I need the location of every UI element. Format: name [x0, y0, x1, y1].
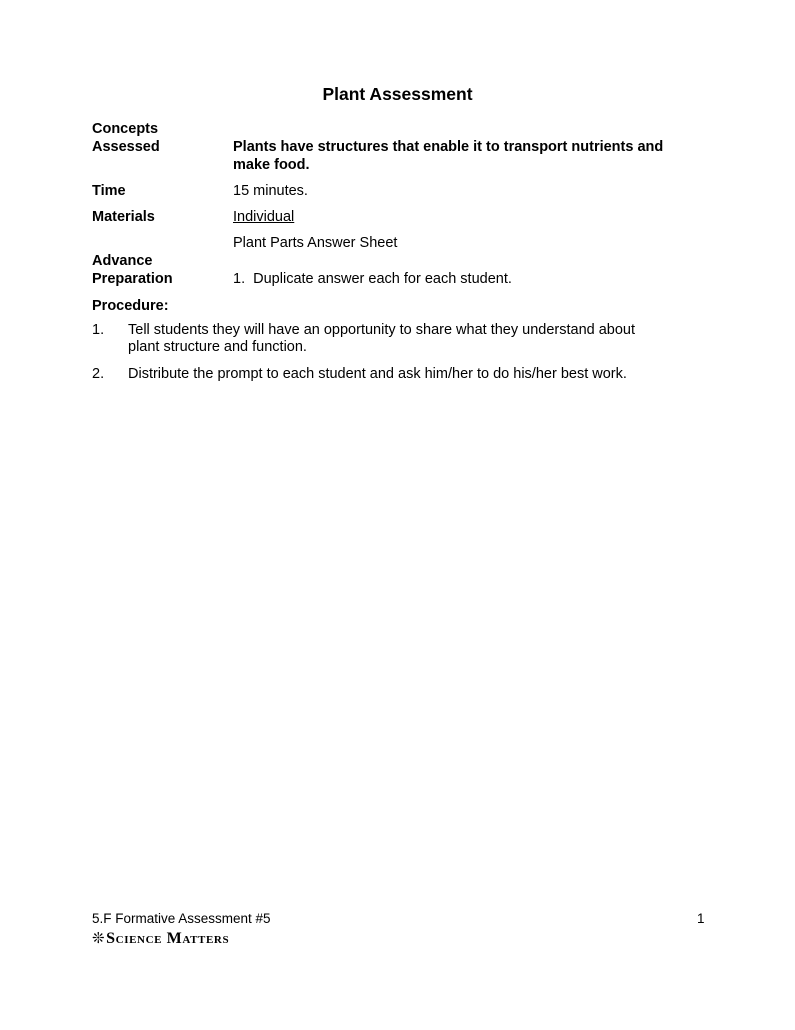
time-value: 15 minutes. — [233, 183, 308, 199]
concepts-value-line1: Plants have structures that enable it to transport nutrients and — [233, 139, 664, 155]
materials-item: Plant Parts Answer Sheet — [233, 235, 398, 251]
procedure-item — [92, 322, 712, 356]
time-label: Time — [92, 183, 126, 199]
brand-name: Science Matters — [106, 930, 230, 947]
procedure-item-number: 2. — [92, 366, 105, 382]
footer-document-id: 5.F Formative Assessment #5 — [92, 911, 271, 926]
concepts-label-line1: Concepts — [92, 121, 159, 137]
page-number: 1 — [697, 911, 705, 926]
advance-label-line2: Preparation — [92, 271, 173, 287]
concepts-value-line2: make food. — [233, 157, 310, 173]
materials-label: Materials — [92, 209, 155, 225]
procedure-item-text-line1: Distribute the prompt to each student and ask him/her to do his/her best work. — [128, 366, 627, 382]
advance-label-line1: Advance — [92, 253, 153, 269]
procedure-heading: Procedure: — [92, 298, 169, 314]
procedure-item — [92, 366, 712, 383]
page-title: Plant Assessment — [322, 84, 473, 104]
procedure-item-number: 1. — [92, 322, 105, 338]
brand-logo — [92, 929, 229, 948]
materials-heading: Individual — [233, 209, 295, 225]
advance-value: 1. Duplicate answer each for each student. — [233, 271, 512, 287]
procedure-item-text-line1: Tell students they will have an opportunity to share what they understand about — [128, 322, 636, 338]
asterisk-flower-icon: ❊ — [92, 931, 106, 947]
procedure-item-text-line2: plant structure and function. — [128, 339, 307, 355]
concepts-label-line2: Assessed — [92, 139, 160, 155]
